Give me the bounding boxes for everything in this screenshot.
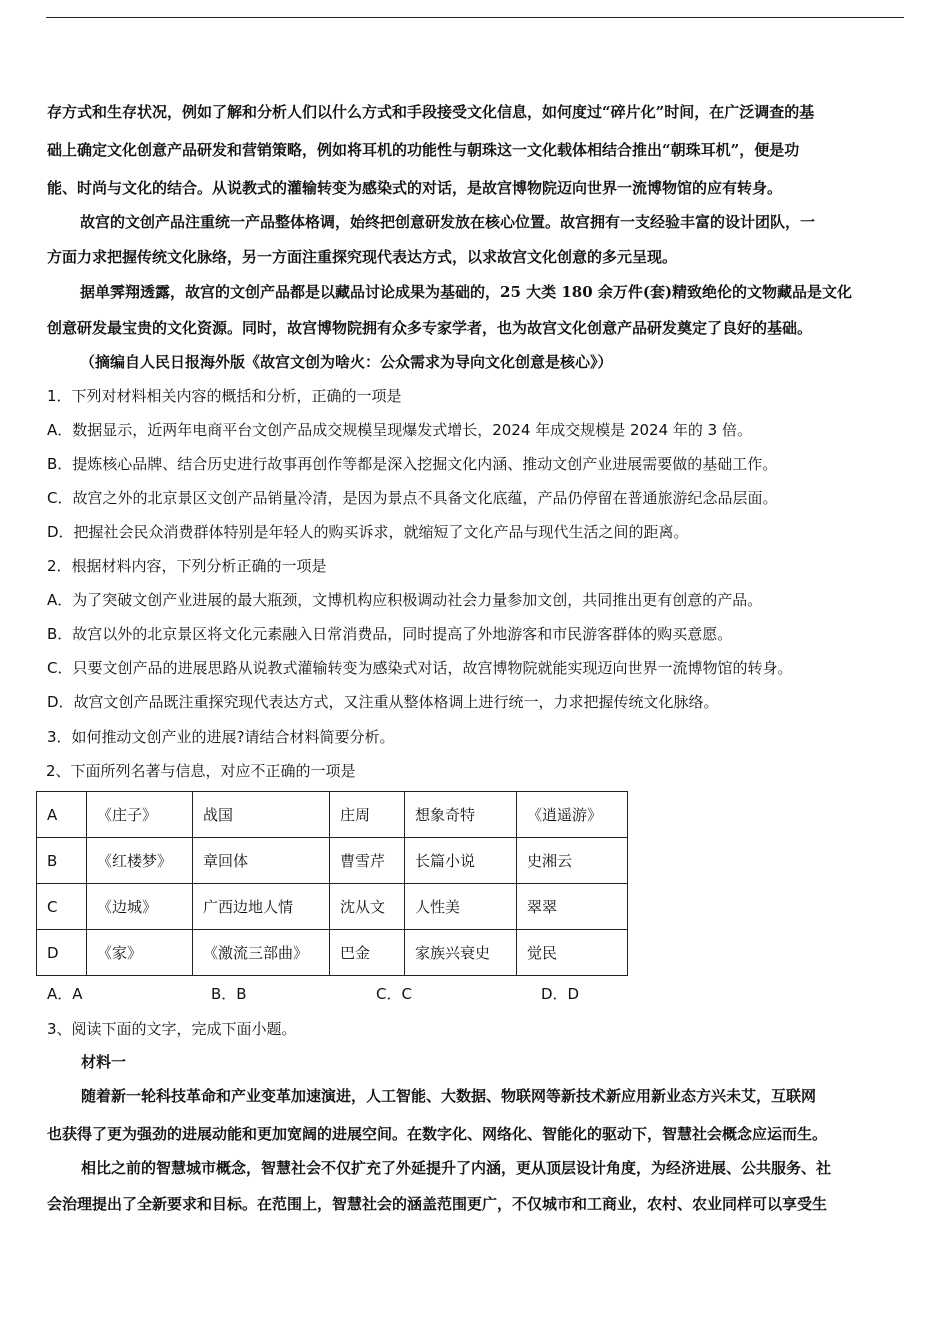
passage1-line-4: 故宫的文创产品注重统一产品整体格调，始终把创意研发放在核心位置。故宫拥有一支经验丰富的设计团队，一 (80, 213, 816, 231)
q2-stem: 2．根据材料内容，下列分析正确的一项是 (47, 557, 327, 575)
table-cell: 《逍遥游》 (517, 792, 628, 838)
table-cell: 庄周 (330, 792, 405, 838)
q2-option-b: B．故宫以外的北京景区将文化元素融入日常消费品，同时提高了外地游客和市民游客群体的购买意愿。 (47, 625, 733, 643)
table-cell: 曹雪芹 (330, 838, 405, 884)
answer-option-c: C．C (376, 985, 412, 1003)
q1-stem: 1．下列对材料相关内容的概括和分析，正确的一项是 (47, 387, 402, 405)
table-cell: C (37, 884, 87, 930)
table-cell: 巴金 (330, 930, 405, 976)
passage1-source: （摘编自人民日报海外版《故宫文创为啥火：公众需求为导向文化创意是核心》） (80, 353, 613, 371)
q2-option-d: D．故宫文创产品既注重探究现代表达方式，又注重从整体格调上进行统一，力求把握传统文化脉络。 (47, 693, 719, 711)
table-cell: 战国 (193, 792, 330, 838)
q1-option-c: C．故宫之外的北京景区文创产品销量冷清，是因为景点不具备文化底蕴，产品仍停留在普通旅游纪念品层面。 (47, 489, 778, 507)
material-line-2: 也获得了更为强劲的进展动能和更加宽阔的进展空间。在数字化、网络化、智能化的驱动下，智慧社会概念应运而生。 (47, 1125, 828, 1143)
q1-option-a: A．数据显示，近两年电商平台文创产品成交规模呈现爆发式增长，2024 年成交规模是 2024 年的 3 倍。 (47, 421, 752, 439)
passage1-line-6: 据单霁翔透露，故宫的文创产品都是以藏品讨论成果为基础的，25 大类 180 余万件(套)精致绝伦的文物藏品是文化 (80, 283, 853, 301)
answer-option-a: A．A (47, 985, 83, 1003)
table-cell: A (37, 792, 87, 838)
table-cell: 《激流三部曲》 (193, 930, 330, 976)
table-cell: 觉民 (517, 930, 628, 976)
table-cell: 想象奇特 (405, 792, 517, 838)
q1-option-b: B．提炼核心品牌、结合历史进行故事再创作等都是深入挖掘文化内涵、推动文创产业进展需要做的基础工作。 (47, 455, 778, 473)
table-cell: B (37, 838, 87, 884)
table-cell: 史湘云 (517, 838, 628, 884)
material-line-3: 相比之前的智慧城市概念，智慧社会不仅扩充了外延提升了内涵，更从顶层设计角度，为经济进展、公共服务、社 (81, 1159, 832, 1177)
material-title: 材料一 (81, 1053, 127, 1071)
table-cell: 《红楼梦》 (87, 838, 193, 884)
table-cell: 《边城》 (87, 884, 193, 930)
table-cell: 翠翠 (517, 884, 628, 930)
table-row (37, 792, 628, 838)
table-row (37, 884, 628, 930)
table-cell: 广西边地人情 (193, 884, 330, 930)
question2-stem: 2、下面所列名著与信息，对应不正确的一项是 (46, 762, 356, 780)
table-cell: 沈从文 (330, 884, 405, 930)
table-cell: 家族兴衰史 (405, 930, 517, 976)
table-cell: 长篇小说 (405, 838, 517, 884)
answer-option-d: D．D (541, 985, 580, 1003)
table-cell: 人性美 (405, 884, 517, 930)
passage1-line-5: 方面力求把握传统文化脉络，另一方面注重探究现代表达方式，以求故宫文化创意的多元呈现。 (47, 248, 678, 266)
answer-option-b: B．B (211, 985, 247, 1003)
q2-option-c: C．只要文创产品的进展思路从说教式灌输转变为感染式对话，故宫博物院就能实现迈向世界一流博物馆的转身。 (47, 659, 793, 677)
passage1-line-2: 础上确定文化创意产品研发和营销策略，例如将耳机的功能性与朝珠这一文化载体相结合推出“朝珠耳机”，便是功 (47, 141, 800, 159)
q3-stem: 3．如何推动文创产业的进展?请结合材料简要分析。 (47, 728, 395, 746)
table-cell: 章回体 (193, 838, 330, 884)
table-cell: 《庄子》 (87, 792, 193, 838)
table-row (37, 838, 628, 884)
material-line-1: 随着新一轮科技革命和产业变革加速演进，人工智能、大数据、物联网等新技术新应用新业态方兴未艾，互联网 (81, 1087, 817, 1105)
works-table (36, 791, 628, 976)
passage1-line-1: 存方式和生存状况，例如了解和分析人们以什么方式和手段接受文化信息，如何度过“碎片化”时间，在广泛调查的基 (47, 103, 815, 121)
passage1-line-7: 创意研发最宝贵的文化资源。同时，故宫博物院拥有众多专家学者，也为故宫文化创意产品研发奠定了良好的基础。 (47, 319, 813, 337)
material-line-4: 会治理提出了全新要求和目标。在范围上，智慧社会的涵盖范围更广，不仅城市和工商业，农村、农业同样可以享受生 (47, 1195, 828, 1213)
table-cell: 《家》 (87, 930, 193, 976)
q1-option-d: D．把握社会民众消费群体特别是年轻人的购买诉求，就缩短了文化产品与现代生活之间的距离。 (47, 523, 689, 541)
table-cell: D (37, 930, 87, 976)
passage1-line-3: 能、时尚与文化的结合。从说教式的灌输转变为感染式的对话，是故宫博物院迈向世界一流博物馆的应有转身。 (47, 179, 783, 197)
header-rule (46, 17, 904, 18)
question3-stem: 3、阅读下面的文字，完成下面小题。 (47, 1020, 297, 1038)
table-row (37, 930, 628, 976)
q2-option-a: A．为了突破文创产业进展的最大瓶颈，文博机构应积极调动社会力量参加文创，共同推出更有创意的产品。 (47, 591, 763, 609)
